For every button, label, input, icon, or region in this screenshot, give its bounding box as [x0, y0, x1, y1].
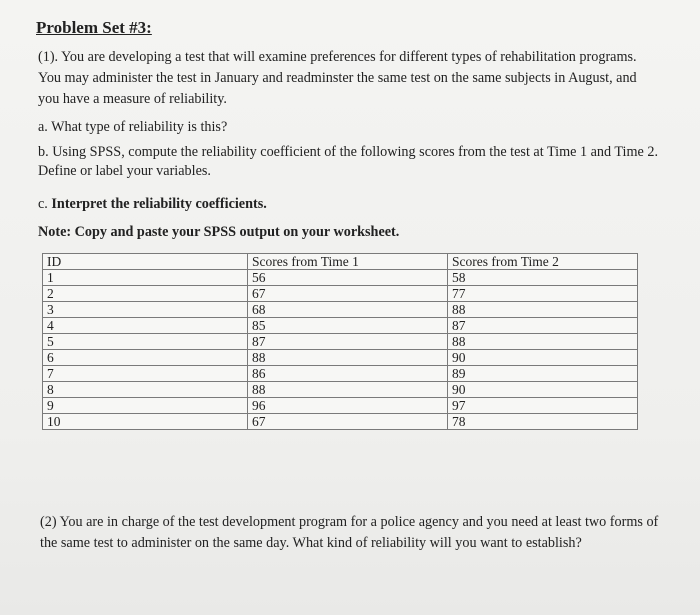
cell-time2: 88	[448, 334, 638, 350]
cell-time1: 86	[248, 366, 448, 382]
cell-id: 5	[43, 334, 248, 350]
cell-time1: 67	[248, 414, 448, 430]
cell-time1: 87	[248, 334, 448, 350]
cell-time1: 96	[248, 398, 448, 414]
header-time1: Scores from Time 1	[248, 254, 448, 270]
cell-id: 9	[43, 398, 248, 414]
cell-time2: 90	[448, 350, 638, 366]
cell-id: 4	[43, 318, 248, 334]
cell-id: 7	[43, 366, 248, 382]
cell-time2: 88	[448, 302, 638, 318]
table-row	[43, 366, 638, 382]
cell-time1: 85	[248, 318, 448, 334]
cell-time2: 90	[448, 382, 638, 398]
cell-time2: 58	[448, 270, 638, 286]
cell-time1: 56	[248, 270, 448, 286]
table-row	[43, 398, 638, 414]
problem-2-text: (2) You are in charge of the test development program for a police agency and you need at least two forms of the same test to administer on the same day. What kind of reliability will you want to establish?	[40, 514, 659, 551]
cell-time1: 88	[248, 350, 448, 366]
table-row	[43, 414, 638, 430]
cell-time2: 78	[448, 414, 638, 430]
cell-id: 10	[43, 414, 248, 430]
table-row	[43, 302, 638, 318]
table-row	[43, 270, 638, 286]
cell-id: 8	[43, 382, 248, 398]
cell-id: 1	[43, 270, 248, 286]
table-row	[43, 318, 638, 334]
page-title: Problem Set #3:	[36, 18, 152, 37]
table-header-row	[43, 254, 638, 270]
question-c-text: Interpret the reliability coefficients.	[51, 196, 267, 212]
cell-time2: 87	[448, 318, 638, 334]
table-row	[43, 334, 638, 350]
cell-id: 6	[43, 350, 248, 366]
question-c	[38, 195, 658, 214]
cell-time1: 88	[248, 382, 448, 398]
cell-id: 2	[43, 286, 248, 302]
cell-time2: 77	[448, 286, 638, 302]
problem-1-text: (1). You are developing a test that will examine preferences for different types of rehabilitation programs. You may administer the test in January and readminster the same test on the same subjects in August, and you have a measure of reliability.	[38, 49, 637, 107]
cell-id: 3	[43, 302, 248, 318]
header-id: ID	[43, 254, 248, 270]
question-a: a. What type of reliability is this?	[38, 119, 228, 135]
header-time2: Scores from Time 2	[448, 254, 638, 270]
question-c-letter: c.	[38, 196, 48, 212]
cell-time2: 89	[448, 366, 638, 382]
scores-table	[42, 253, 638, 430]
table-row	[43, 382, 638, 398]
table-row	[43, 350, 638, 366]
cell-time1: 68	[248, 302, 448, 318]
cell-time2: 97	[448, 398, 638, 414]
note-text: Note: Copy and paste your SPSS output on your worksheet.	[38, 224, 400, 240]
table-row	[43, 286, 638, 302]
cell-time1: 67	[248, 286, 448, 302]
question-b: b. Using SPSS, compute the reliability coefficient of the following scores from the test at Time 1 and Time 2. Define or label your variables.	[38, 144, 658, 179]
